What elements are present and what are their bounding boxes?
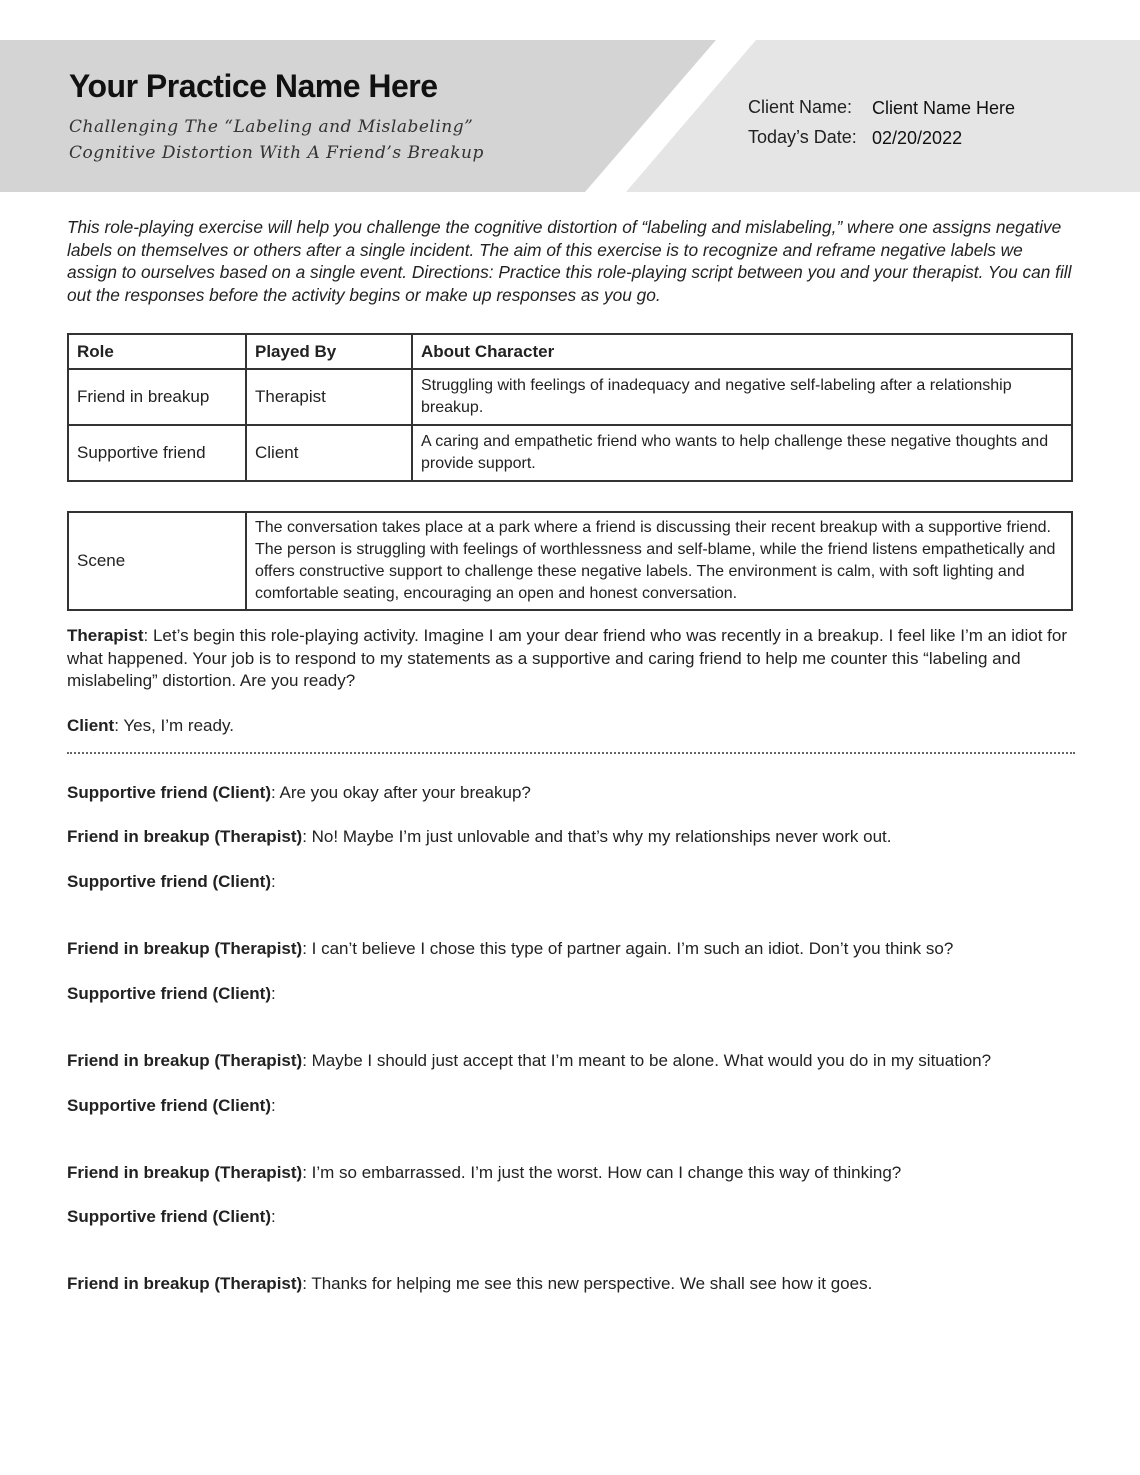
column-header: Role: [68, 334, 246, 369]
script-line: [67, 1050, 1072, 1073]
speaker: Supportive friend (Client): [67, 1207, 271, 1226]
speaker: Supportive friend (Client): [67, 783, 271, 802]
dotted-divider: [67, 752, 1075, 754]
subtitle-line-1: Challenging The “Labeling and Mislabeling”: [69, 117, 474, 137]
speaker: Supportive friend (Client): [67, 1096, 271, 1115]
response-line[interactable]: [67, 1095, 1072, 1118]
table-row: [68, 425, 1072, 481]
speaker: Friend in breakup (Therapist): [67, 1274, 303, 1293]
roles-table: [67, 333, 1073, 482]
role-cell: Friend in breakup: [68, 369, 246, 425]
intro-text: This role-playing exercise will help you challenge the cognitive distortion of “labeling and mislabeling,” where one assigns negative labels on themselves or others after a single incident. The aim of this exercise is to recognize and reframe negative labels we assign to ourselves based on a single event. Directions: Practice this role-playing script between you and your therapist. You can fill out the responses before the activity begins or make up responses as you go.: [67, 217, 1072, 305]
worksheet-subtitle: [69, 114, 484, 166]
about-cell: A caring and empathetic friend who wants to help challenge these negative thoughts and provide support.: [412, 425, 1072, 481]
speaker: Supportive friend (Client): [67, 984, 271, 1003]
speaker: Therapist: [67, 626, 144, 645]
about-cell: Struggling with feelings of inadequacy and negative self-labeling after a relationship breakup.: [412, 369, 1072, 425]
response-line[interactable]: [67, 1206, 1072, 1229]
date-value[interactable]: 02/20/2022: [872, 128, 963, 148]
response-line[interactable]: [67, 983, 1072, 1006]
therapist-intro-line: [67, 625, 1072, 693]
played-by-cell: Therapist: [246, 369, 412, 425]
speaker: Friend in breakup (Therapist): [67, 1163, 303, 1182]
script-line: [67, 938, 1072, 961]
subtitle-line-2: Cognitive Distortion With A Friend’s Breakup: [69, 143, 484, 163]
speaker: Friend in breakup (Therapist): [67, 1051, 303, 1070]
script-line: [67, 826, 1072, 849]
line-text: : Yes, I’m ready.: [114, 716, 234, 735]
played-by-cell: Client: [246, 425, 412, 481]
speaker: Friend in breakup (Therapist): [67, 827, 303, 846]
line-text: :: [271, 1207, 276, 1226]
script-line: [67, 782, 1072, 805]
column-header: About Character: [412, 334, 1072, 369]
line-text: : I can’t believe I chose this type of partner again. I’m such an idiot. Don’t you think so?: [302, 939, 954, 958]
response-line[interactable]: [67, 871, 1072, 894]
table-header-row: [68, 334, 1072, 369]
line-text: :: [271, 984, 276, 1003]
table-row: [68, 512, 1072, 610]
scene-text: The conversation takes place at a park where a friend is discussing their recent breakup with a supportive friend. The person is struggling with feelings of worthlessness and self-blame, while the friend listens empathetically and offers constructive support to challenge these negative labels. The environment is calm, with soft lighting and comfortable seating, encouraging an open and honest conversation.: [246, 512, 1072, 610]
date-label: Today’s Date:: [748, 127, 857, 147]
line-text: : Thanks for helping me see this new perspective. We shall see how it goes.: [302, 1274, 873, 1293]
column-header: Played By: [246, 334, 412, 369]
client-name-value[interactable]: Client Name Here: [872, 98, 1016, 118]
line-text: : Let’s begin this role-playing activity. Imagine I am your dear friend who was recently in a breakup. I feel like I’m an idiot for what happened. Your job is to respond to my statements as a supportive and caring friend to help me counter this “labeling and mislabeling” distortion. Are you ready?: [67, 626, 1068, 690]
client-intro-line: [67, 715, 1072, 738]
line-text: : Maybe I should just accept that I’m meant to be alone. What would you do in my situation?: [302, 1051, 992, 1070]
client-name-label: Client Name:: [748, 97, 853, 117]
line-text: :: [271, 1096, 276, 1115]
practice-name: Your Practice Name Here: [69, 68, 438, 104]
speaker: Supportive friend (Client): [67, 872, 271, 891]
scene-label: Scene: [68, 512, 246, 610]
line-text: :: [271, 872, 276, 891]
speaker: Client: [67, 716, 115, 735]
line-text: : I’m so embarrassed. I’m just the worst. How can I change this way of thinking?: [302, 1163, 902, 1182]
scene-table: [67, 511, 1073, 611]
line-text: : No! Maybe I’m just unlovable and that’s why my relationships never work out.: [302, 827, 892, 846]
table-row: [68, 369, 1072, 425]
script-line: [67, 1273, 1072, 1296]
speaker: Friend in breakup (Therapist): [67, 939, 303, 958]
line-text: : Are you okay after your breakup?: [271, 783, 531, 802]
role-cell: Supportive friend: [68, 425, 246, 481]
script-line: [67, 1162, 1072, 1185]
